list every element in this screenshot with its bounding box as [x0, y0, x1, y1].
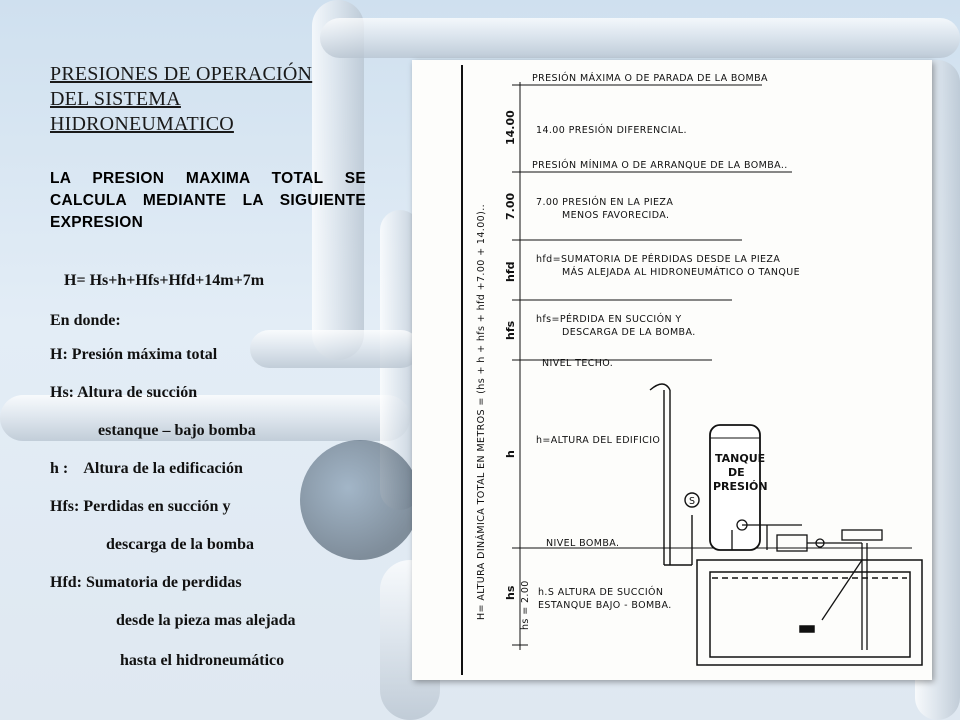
dim-7: 7.00 — [504, 192, 517, 220]
tank-label-3: PRESIÓN — [713, 480, 768, 493]
dim-14: 14.00 — [504, 110, 517, 145]
dim-hs-value: hs = 2.00 — [520, 580, 531, 630]
dim-hfs: hfs — [504, 320, 517, 340]
definition-Hfs-cont: descarga de la bomba — [106, 536, 254, 553]
dim-hs: hs — [504, 585, 517, 600]
definition-Hfd-cont1: desde la pieza mas alejada — [116, 612, 296, 629]
slide-title — [50, 62, 370, 137]
vertical-total-label: H= ALTURA DINÁMICA TOTAL EN METROS = (hs + h + hfs + hfd +7.00 + 14.00).. — [476, 203, 487, 620]
tank-label-1: TANQUE — [715, 452, 766, 465]
label-piece-2: MENOS FAVORECIDA. — [562, 210, 670, 221]
label-min-pressure: PRESIÓN MÍNIMA O DE ARRANQUE DE LA BOMBA.. — [532, 160, 788, 171]
formula: H= Hs+h+Hfs+Hfd+14m+7m — [64, 272, 265, 289]
label-hfd-2: MÁS ALEJADA AL HIDRONEUMÁTICO O TANQUE — [562, 267, 801, 278]
cistern — [697, 560, 922, 665]
label-pump-level: NIVEL BOMBA. — [546, 538, 620, 549]
label-roof-level: NIVEL TECHO. — [542, 358, 614, 369]
label-hs-1: h.S ALTURA DE SUCCIÓN — [538, 587, 664, 598]
definition-Hfd-cont2: hasta el hidroneumático — [120, 652, 285, 669]
pressure-tank — [710, 425, 768, 550]
diagram-svg — [412, 60, 932, 680]
definition-Hs-cont: estanque – bajo bomba — [98, 422, 256, 439]
label-hfd-1: hfd=SUMATORIA DE PÉRDIDAS DESDE LA PIEZA — [536, 254, 781, 265]
label-piece-1: 7.00 PRESIÓN EN LA PIEZA — [536, 197, 674, 208]
label-h: h=ALTURA DEL EDIFICIO — [536, 435, 661, 446]
title-line-1: PRESIONES DE OPERACIÓN — [50, 63, 313, 85]
title-line-2: DEL SISTEMA — [50, 88, 181, 110]
definition-Hfd: Hfd: Sumatoria de perdidas — [50, 574, 242, 591]
definition-h: h : Altura de la edificación — [50, 460, 243, 477]
where-label: En donde: — [50, 312, 121, 329]
tank-label-2: DE — [728, 466, 745, 479]
s-mark: S — [689, 496, 696, 507]
hydropneumatic-diagram — [412, 60, 932, 680]
definition-Hs: Hs: Altura de succión — [50, 384, 198, 401]
label-max-pressure: PRESIÓN MÁXIMA O DE PARADA DE LA BOMBA — [532, 73, 768, 84]
title-line-3: HIDRONEUMATICO — [50, 113, 234, 135]
label-hfs-2: DESCARGA DE LA BOMBA. — [562, 327, 696, 338]
dim-hfd: hfd — [504, 261, 517, 282]
label-diff-pressure: 14.00 PRESIÓN DIFERENCIAL. — [536, 125, 687, 136]
label-hs-2: ESTANQUE BAJO - BOMBA. — [538, 600, 672, 611]
riser-pipe — [650, 384, 699, 565]
definition-H: H: Presión máxima total — [50, 346, 218, 363]
intro-paragraph: LA PRESION MAXIMA TOTAL SE CALCULA MEDIANTE LA SIGUIENTE EXPRESION — [50, 170, 366, 231]
dim-h: h — [504, 450, 517, 458]
label-hfs-1: hfs=PÉRDIDA EN SUCCIÓN Y — [536, 314, 682, 325]
definition-Hfs: Hfs: Perdidas en succión y — [50, 498, 231, 515]
